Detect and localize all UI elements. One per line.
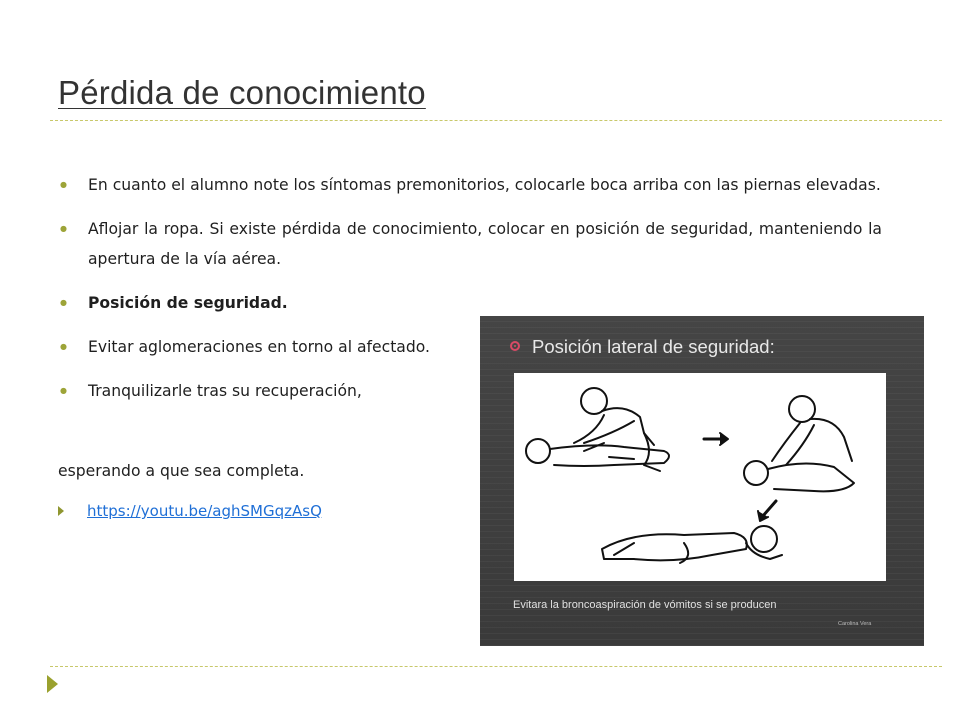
top-divider bbox=[50, 120, 942, 121]
illustration-drawing bbox=[514, 373, 886, 581]
continuation-text: esperando a que sea completa. bbox=[58, 462, 305, 480]
slide-title: Pérdida de conocimiento bbox=[58, 74, 426, 111]
bullet-dot-icon: ● bbox=[60, 298, 67, 307]
image-credit: Carolina Vera bbox=[838, 621, 872, 627]
circle-bullet-icon bbox=[510, 341, 520, 351]
image-caption: Evitara la broncoaspiración de vómitos si se producen bbox=[513, 599, 777, 611]
link-row bbox=[58, 502, 322, 520]
triangle-bullet-icon bbox=[58, 506, 64, 516]
slide-arrow-icon bbox=[47, 675, 58, 693]
bullet-dot-icon: ● bbox=[60, 386, 67, 395]
bullet-item: ● Posición de seguridad. bbox=[58, 288, 498, 318]
bullet-dot-icon: ● bbox=[60, 224, 67, 233]
bullet-dot-icon: ● bbox=[60, 342, 67, 351]
bullet-dot-icon: ● bbox=[60, 180, 67, 189]
bullet-item: ● En cuanto el alumno note los síntomas premonitorios, colocarle boca arriba con las piernas elevadas. bbox=[58, 170, 882, 200]
recovery-position-illustration bbox=[514, 373, 886, 581]
bullet-item: ● Evitar aglomeraciones en torno al afectado. bbox=[58, 332, 498, 362]
video-link[interactable]: https://youtu.be/aghSMGqzAsQ bbox=[87, 502, 322, 520]
bullet-item: ● Tranquilizarle tras su recuperación, bbox=[58, 376, 498, 406]
image-title: Posición lateral de seguridad: bbox=[532, 336, 775, 357]
bullet-item: ● Aflojar la ropa. Si existe pérdida de conocimiento, colocar en posición de seguridad, manteniendo la apertura de la vía aérea. bbox=[58, 214, 882, 274]
bottom-divider bbox=[50, 666, 942, 667]
recovery-position-image bbox=[480, 316, 924, 646]
